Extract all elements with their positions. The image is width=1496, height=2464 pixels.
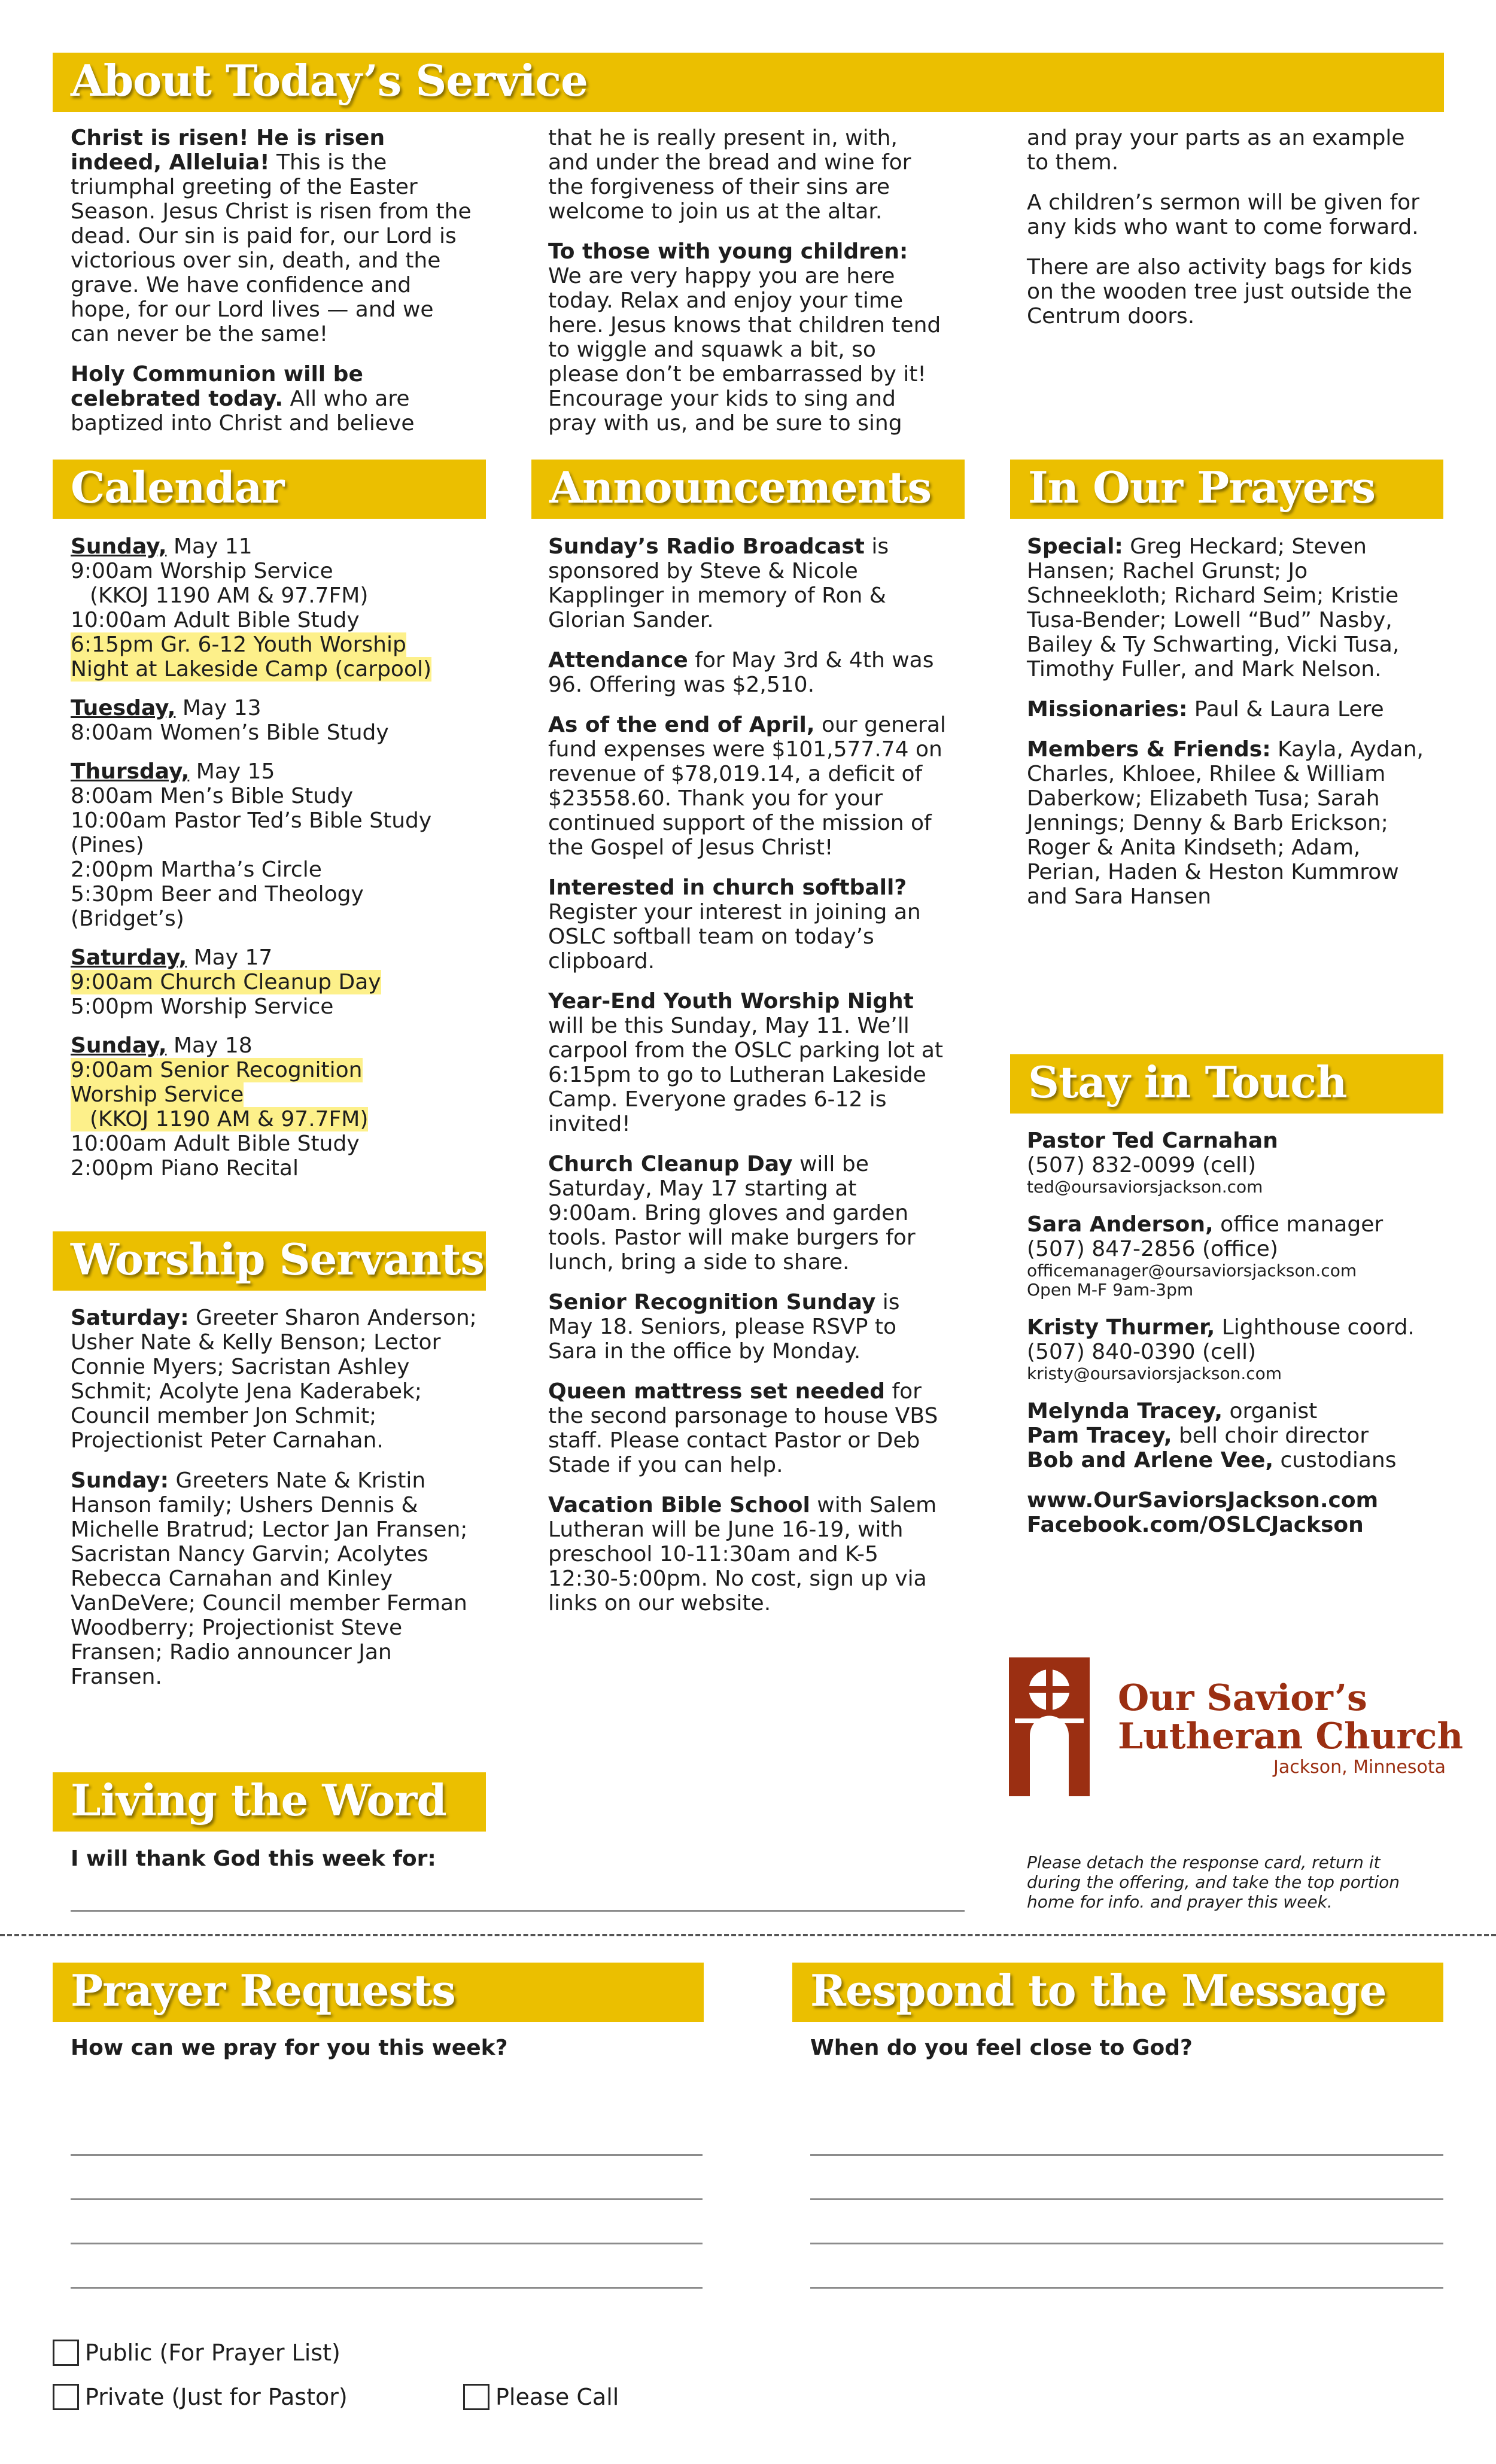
email-link[interactable]: officemanager@oursaviorsjackson.com [1027, 1261, 1357, 1280]
announcement-item: Interested in church softball? Register your interest in joining an OSLC softball team on today’s clipboard. [548, 875, 921, 974]
respond-prompt: When do you feel close to God? [810, 2036, 1193, 2060]
about-title: About Today’s Service [71, 55, 588, 106]
detach-dashed-line [0, 1934, 1496, 1936]
respond-write-line[interactable] [810, 2154, 1443, 2156]
private-checkbox[interactable] [53, 2384, 79, 2410]
calendar-day: Tuesday, May 13 [71, 696, 262, 720]
announcement-item: Sunday’s Radio Broadcast is sponsored by Steve & Nicole Kapplinger in memory of Ron & Glorian Sander. [548, 534, 889, 632]
email-link[interactable]: ted@oursaviorsjackson.com [1027, 1177, 1263, 1197]
calendar-day: Thursday, May 15 [71, 759, 275, 784]
respond-write-line[interactable] [810, 2198, 1443, 2200]
servants-text: Saturday: Greeter Sharon Anderson; Usher Nate & Kelly Benson; Lector Connie Myers; Sacristan Ashley Schmit; Acolyte Jena Kaderabek; Council member Jon Schmit; Projectionist Peter Carnahan. Sunday: Greeters Nate & Kristin Hanson family; Ushers Dennis & Michelle Bratrud; Lector Jan Fransen; Sacristan Nancy Garvin; Acolytes Rebecca Carnahan and Kinley VanDeVere; Council member Ferman Woodberry; Projectionist Steve Fransen; Radio announcer Jan Fransen. [71, 1306, 477, 1689]
prayer-write-line[interactable] [71, 2154, 703, 2156]
prayer-requests-prompt: How can we pray for you this week? [71, 2036, 508, 2060]
logo-line-2: Lutheran Church [1118, 1715, 1464, 1757]
about-banner [53, 53, 1444, 112]
prayers-list: Special: Greg Heckard; Steven Hansen; Rachel Grunst; Jo Schneekloth; Richard Seim; Kristie Tusa-Bender; Lowell “Bud” Nasby, Bailey & Ty Schwarting, Vicki Tusa, Timothy Fuller, and Mark Nelson. Missionaries: Paul & Laura Lere Members & Friends: Kayla, Aydan, Charles, Khloee, Rhilee & William Daberkow; Elizabeth Tusa; Sarah Jennings; Denny & Barb Erickson; Roger & Anita Kindseth; Adam, Perian, Haden & Heston Kummrow and Sara Hansen [1027, 534, 1424, 909]
prayers-banner [1010, 460, 1443, 519]
announcements-banner [531, 460, 965, 519]
living-banner [53, 1772, 486, 1832]
prayer-write-line[interactable] [71, 2198, 703, 2200]
announcement-item: Senior Recognition Sunday is May 18. Seniors, please RSVP to Sara in the office by Monday. [548, 1290, 900, 1364]
facebook-link[interactable]: Facebook.com/OSLCJackson [1027, 1513, 1364, 1537]
logo-location: Jackson, Minnesota [1273, 1757, 1446, 1778]
prayer-write-line[interactable] [71, 2243, 703, 2244]
prayer-write-line[interactable] [71, 2287, 703, 2289]
detach-note: Please detach the response card, return it during the offering, and take the top portion home for info. and prayer this week. [1027, 1852, 1400, 1912]
announcement-item: Queen mattress set needed for the second parsonage to house VBS staff. Please contact Pastor or Deb Stade if you can help. [548, 1379, 938, 1477]
about-col-2: that he is really present in, with, and under the bread and wine for the forgiveness of their sins are welcome to join us at the altar. To those with young children: We are very happy you are here today. Relax and enjoy your time here. Jesus knows that children tend to wiggle and squawk a bit, so please don’t be embarrassed by it! Encourage your kids to sing and pray with us, and be sure to sing [548, 126, 941, 436]
please-call-label: Please Call [495, 2384, 619, 2410]
prayers-title: In Our Prayers [1028, 462, 1375, 513]
servants-title: Worship Servants [71, 1234, 484, 1285]
church-door-icon [1009, 1657, 1090, 1796]
about-greeting: Christ is risen! He is risen indeed, Alleluia! [71, 126, 385, 175]
calendar-highlight: 6:15pm Gr. 6-12 Youth Worship [71, 632, 406, 657]
contact-title: Stay in Touch [1028, 1057, 1347, 1108]
announcement-item: Church Cleanup Day will be Saturday, May 17 starting at 9:00am. Bring gloves and garden tools. Pastor will make burgers for lunch, bring a side to share. [548, 1152, 916, 1274]
announcement-item: Vacation Bible School with Salem Lutheran will be June 16-19, with preschool 10-11:30am and K-5 12:30-5:00pm. No cost, sign up via links on our website. [548, 1493, 937, 1616]
living-write-line[interactable] [71, 1910, 965, 1912]
church-logo [1009, 1657, 1464, 1799]
calendar-title: Calendar [71, 462, 284, 513]
contact-list: Pastor Ted Carnahan (507) 832-0099 (cell) ted@oursaviorsjackson.com Sara Anderson, office manager (507) 847-2856 (office) officemanager@oursaviorsjackson.com Open M-F 9am-3pm Kristy Thurmer, Lighthouse coord. (507) 840-0390 (cell) kristy@oursaviorsjackson.com Melynda Tracey, organist Pam Tracey, bell choir director Bob and Arlene Vee, custodians www.OurSaviorsJackson.com Facebook.com/OSLCJackson [1027, 1128, 1440, 1553]
website-link[interactable]: www.OurSaviorsJackson.com [1027, 1488, 1379, 1513]
about-col-1: Christ is risen! He is risen indeed, Alleluia! This is the triumphal greeting of the Easter Season. Jesus Christ is risen from the dead. Our sin is paid for, our Lord is victorious over sin, death, and the grave. We have confidence and hope, for our Lord lives — and we can never be the same! Holy Communion will be celebrated today. All who are baptized into Christ and believe [71, 126, 472, 436]
announcements-title: Announcements [549, 462, 932, 513]
please-call-checkbox[interactable] [463, 2384, 489, 2410]
public-checkbox[interactable] [53, 2340, 79, 2366]
respond-title: Respond to the Message [810, 1965, 1386, 2016]
announcement-item: Attendance for May 3rd & 4th was 96. Offering was $2,510. [548, 648, 934, 697]
calendar-list: Sunday, May 11 9:00am Worship Service (KKOJ 1190 AM & 97.7FM) 10:00am Adult Bible Study 6:15pm Gr. 6-12 Youth Worship Night at Lakeside Camp (carpool) Tuesday, May 13 8:00am Women’s Bible Study Thursday, May 15 8:00am Men’s Bible Study 10:00am Pastor Ted’s Bible Study (Pines) 2:00pm Martha’s Circle 5:30pm Beer and Theology (Bridget’s) Saturday, May 17 9:00am Church Cleanup Day 5:00pm Worship Service Sunday, May 18 9:00am Senior Recognition Worship Service (KKOJ 1190 AM & 97.7FM) 10:00am Adult Bible Study 2:00pm Piano Recital [71, 534, 478, 1181]
respond-write-line[interactable] [810, 2243, 1443, 2244]
logo-line-1: Our Savior’s [1118, 1677, 1367, 1719]
respond-write-line[interactable] [810, 2287, 1443, 2289]
calendar-day: Sunday, May 18 [71, 1033, 253, 1058]
living-prompt: I will thank God this week for: [71, 1847, 436, 1871]
servants-banner [53, 1231, 486, 1291]
announcements-list [548, 534, 949, 1631]
calendar-day: Sunday, May 11 [71, 534, 253, 559]
about-col-3: and pray your parts as an example to them. A children’s sermon will be given for any kids who want to come forward. There are also activity bags for kids on the wooden tree just outside the Centrum doors. [1027, 126, 1419, 328]
private-label: Private (Just for Pastor) [85, 2384, 348, 2410]
announcement-item: As of the end of April, our general fund expenses were $101,577.74 on revenue of $78,019.14, a deficit of $23558.60. Thank you for your continued support of the mission of the Gospel of Jesus Christ! [548, 713, 946, 860]
email-link[interactable]: kristy@oursaviorsjackson.com [1027, 1364, 1282, 1383]
prayer-requests-banner [53, 1963, 704, 2022]
living-title: Living the Word [71, 1775, 446, 1826]
calendar-banner [53, 460, 486, 519]
announcement-item: Year-End Youth Worship Night will be this Sunday, May 11. We’ll carpool from the OSLC parking lot at 6:15pm to go to Lutheran Lakeside Camp. Everyone grades 6-12 is invited! [548, 989, 944, 1136]
public-label: Public (For Prayer List) [85, 2340, 340, 2366]
prayer-requests-title: Prayer Requests [71, 1965, 455, 2016]
contact-banner [1010, 1054, 1443, 1114]
calendar-day: Saturday, May 17 [71, 945, 273, 970]
respond-banner [792, 1963, 1443, 2022]
